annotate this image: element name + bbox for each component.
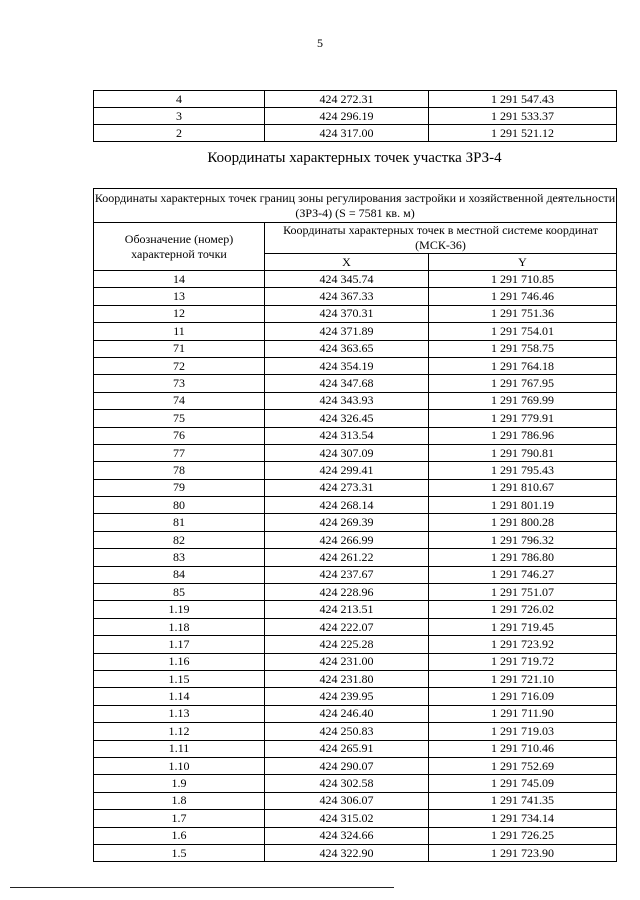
table-row: [94, 705, 617, 722]
table-row: [94, 271, 617, 288]
table-row: [94, 375, 617, 392]
y-cell: 1 291 734.14: [429, 810, 617, 827]
y-cell: 1 291 801.19: [429, 497, 617, 514]
y-cell: 1 291 786.96: [429, 427, 617, 444]
point-cell: 3: [94, 108, 265, 125]
table-caption: Координаты характерных точек границ зоны регулирования застройки и хозяйственной деятельности (ЗРЗ-4) (S = 7581 кв. м): [94, 189, 617, 223]
x-cell: 424 228.96: [265, 584, 429, 601]
footer-divider: [10, 887, 394, 888]
x-column-header: X: [265, 254, 429, 271]
y-cell: 1 291 751.36: [429, 305, 617, 322]
point-cell: 81: [94, 514, 265, 531]
point-cell: 82: [94, 531, 265, 548]
x-cell: 424 324.66: [265, 827, 429, 844]
table-row: [94, 775, 617, 792]
x-cell: 424 261.22: [265, 549, 429, 566]
table-row: [94, 740, 617, 757]
table-row: [94, 601, 617, 618]
x-cell: 424 273.31: [265, 479, 429, 496]
point-cell: 14: [94, 271, 265, 288]
point-cell: 79: [94, 479, 265, 496]
table-row: [94, 108, 617, 125]
table-row: [94, 792, 617, 809]
continuation-table-body: [94, 91, 617, 142]
y-cell: 1 291 547.43: [429, 91, 617, 108]
y-cell: 1 291 719.03: [429, 723, 617, 740]
continuation-table: [93, 90, 617, 142]
table-row: [94, 723, 617, 740]
x-cell: 424 222.07: [265, 618, 429, 635]
y-cell: 1 291 710.85: [429, 271, 617, 288]
point-cell: 1.7: [94, 810, 265, 827]
point-cell: 1.10: [94, 757, 265, 774]
point-cell: 85: [94, 584, 265, 601]
y-cell: 1 291 764.18: [429, 357, 617, 374]
y-cell: 1 291 754.01: [429, 323, 617, 340]
table-row: [94, 288, 617, 305]
point-cell: 1.5: [94, 844, 265, 861]
y-cell: 1 291 533.37: [429, 108, 617, 125]
y-cell: 1 291 710.46: [429, 740, 617, 757]
table-row: [94, 636, 617, 653]
x-cell: 424 239.95: [265, 688, 429, 705]
y-cell: 1 291 741.35: [429, 792, 617, 809]
table-row: [94, 549, 617, 566]
x-cell: 424 307.09: [265, 444, 429, 461]
x-cell: 424 345.74: [265, 271, 429, 288]
y-cell: 1 291 723.90: [429, 844, 617, 861]
x-cell: 424 272.31: [265, 91, 429, 108]
y-cell: 1 291 745.09: [429, 775, 617, 792]
table-header-row: [94, 223, 617, 254]
point-cell: 75: [94, 410, 265, 427]
table-row: [94, 653, 617, 670]
point-cell: 76: [94, 427, 265, 444]
point-cell: 73: [94, 375, 265, 392]
y-cell: 1 291 767.95: [429, 375, 617, 392]
x-cell: 424 315.02: [265, 810, 429, 827]
y-cell: 1 291 521.12: [429, 125, 617, 142]
point-cell: 1.6: [94, 827, 265, 844]
table-row: [94, 444, 617, 461]
table-row: [94, 497, 617, 514]
y-cell: 1 291 726.02: [429, 601, 617, 618]
section-title: Координаты характерных точек участка ЗРЗ-4: [207, 150, 502, 166]
point-cell: 4: [94, 91, 265, 108]
x-cell: 424 317.00: [265, 125, 429, 142]
x-cell: 424 246.40: [265, 705, 429, 722]
y-cell: 1 291 758.75: [429, 340, 617, 357]
y-cell: 1 291 796.32: [429, 531, 617, 548]
table-row: [94, 531, 617, 548]
y-column-header: Y: [429, 254, 617, 271]
point-cell: 1.15: [94, 670, 265, 687]
y-cell: 1 291 779.91: [429, 410, 617, 427]
table-row: [94, 757, 617, 774]
point-cell: 71: [94, 340, 265, 357]
y-cell: 1 291 721.10: [429, 670, 617, 687]
y-cell: 1 291 751.07: [429, 584, 617, 601]
x-cell: 424 306.07: [265, 792, 429, 809]
table-row: [94, 323, 617, 340]
point-cell: 11: [94, 323, 265, 340]
point-cell: 77: [94, 444, 265, 461]
x-cell: 424 250.83: [265, 723, 429, 740]
point-cell: 1.16: [94, 653, 265, 670]
point-cell: 1.8: [94, 792, 265, 809]
point-cell: 80: [94, 497, 265, 514]
x-cell: 424 354.19: [265, 357, 429, 374]
x-cell: 424 231.80: [265, 670, 429, 687]
x-cell: 424 266.99: [265, 531, 429, 548]
point-cell: 1.19: [94, 601, 265, 618]
page-number: 5: [317, 36, 323, 50]
x-cell: 424 290.07: [265, 757, 429, 774]
table-row: [94, 427, 617, 444]
x-cell: 424 322.90: [265, 844, 429, 861]
point-cell: 2: [94, 125, 265, 142]
x-cell: 424 363.65: [265, 340, 429, 357]
point-cell: 1.9: [94, 775, 265, 792]
x-cell: 424 237.67: [265, 566, 429, 583]
table-row: [94, 392, 617, 409]
table-row: [94, 410, 617, 427]
point-cell: 74: [94, 392, 265, 409]
x-cell: 424 326.45: [265, 410, 429, 427]
y-cell: 1 291 800.28: [429, 514, 617, 531]
point-cell: 84: [94, 566, 265, 583]
x-cell: 424 371.89: [265, 323, 429, 340]
coordinates-table: [93, 188, 617, 862]
x-cell: 424 225.28: [265, 636, 429, 653]
x-cell: 424 299.41: [265, 462, 429, 479]
table-row: [94, 340, 617, 357]
y-cell: 1 291 769.99: [429, 392, 617, 409]
y-cell: 1 291 752.69: [429, 757, 617, 774]
x-cell: 424 213.51: [265, 601, 429, 618]
x-cell: 424 231.00: [265, 653, 429, 670]
table-row: [94, 566, 617, 583]
table-row: [94, 125, 617, 142]
point-cell: 1.17: [94, 636, 265, 653]
point-cell: 1.14: [94, 688, 265, 705]
table-row: [94, 479, 617, 496]
y-cell: 1 291 786.80: [429, 549, 617, 566]
point-cell: 13: [94, 288, 265, 305]
point-cell: 1.13: [94, 705, 265, 722]
table-row: [94, 810, 617, 827]
point-cell: 72: [94, 357, 265, 374]
x-cell: 424 313.54: [265, 427, 429, 444]
y-cell: 1 291 790.81: [429, 444, 617, 461]
point-cell: 83: [94, 549, 265, 566]
y-cell: 1 291 716.09: [429, 688, 617, 705]
table-row: [94, 357, 617, 374]
table-row: [94, 844, 617, 861]
x-cell: 424 268.14: [265, 497, 429, 514]
y-cell: 1 291 711.90: [429, 705, 617, 722]
x-cell: 424 302.58: [265, 775, 429, 792]
point-cell: 78: [94, 462, 265, 479]
table-row: [94, 688, 617, 705]
table-row: [94, 462, 617, 479]
y-cell: 1 291 719.72: [429, 653, 617, 670]
x-cell: 424 296.19: [265, 108, 429, 125]
table-row: [94, 670, 617, 687]
x-cell: 424 370.31: [265, 305, 429, 322]
y-cell: 1 291 810.67: [429, 479, 617, 496]
table-row: [94, 827, 617, 844]
table-row: [94, 305, 617, 322]
table-row: [94, 618, 617, 635]
y-cell: 1 291 726.25: [429, 827, 617, 844]
x-cell: 424 367.33: [265, 288, 429, 305]
coordinates-column-header: Координаты характерных точек в местной системе координат (МСК-36): [265, 223, 617, 254]
point-cell: 1.11: [94, 740, 265, 757]
table-caption-row: [94, 189, 617, 223]
point-cell: 1.12: [94, 723, 265, 740]
x-cell: 424 347.68: [265, 375, 429, 392]
y-cell: 1 291 746.27: [429, 566, 617, 583]
table-row: [94, 514, 617, 531]
y-cell: 1 291 719.45: [429, 618, 617, 635]
x-cell: 424 343.93: [265, 392, 429, 409]
coordinates-table-body: [94, 271, 617, 862]
point-cell: 12: [94, 305, 265, 322]
y-cell: 1 291 795.43: [429, 462, 617, 479]
x-cell: 424 265.91: [265, 740, 429, 757]
table-row: [94, 91, 617, 108]
point-cell: 1.18: [94, 618, 265, 635]
y-cell: 1 291 723.92: [429, 636, 617, 653]
x-cell: 424 269.39: [265, 514, 429, 531]
point-column-header: Обозначение (номер) характерной точки: [94, 223, 265, 271]
table-row: [94, 584, 617, 601]
y-cell: 1 291 746.46: [429, 288, 617, 305]
